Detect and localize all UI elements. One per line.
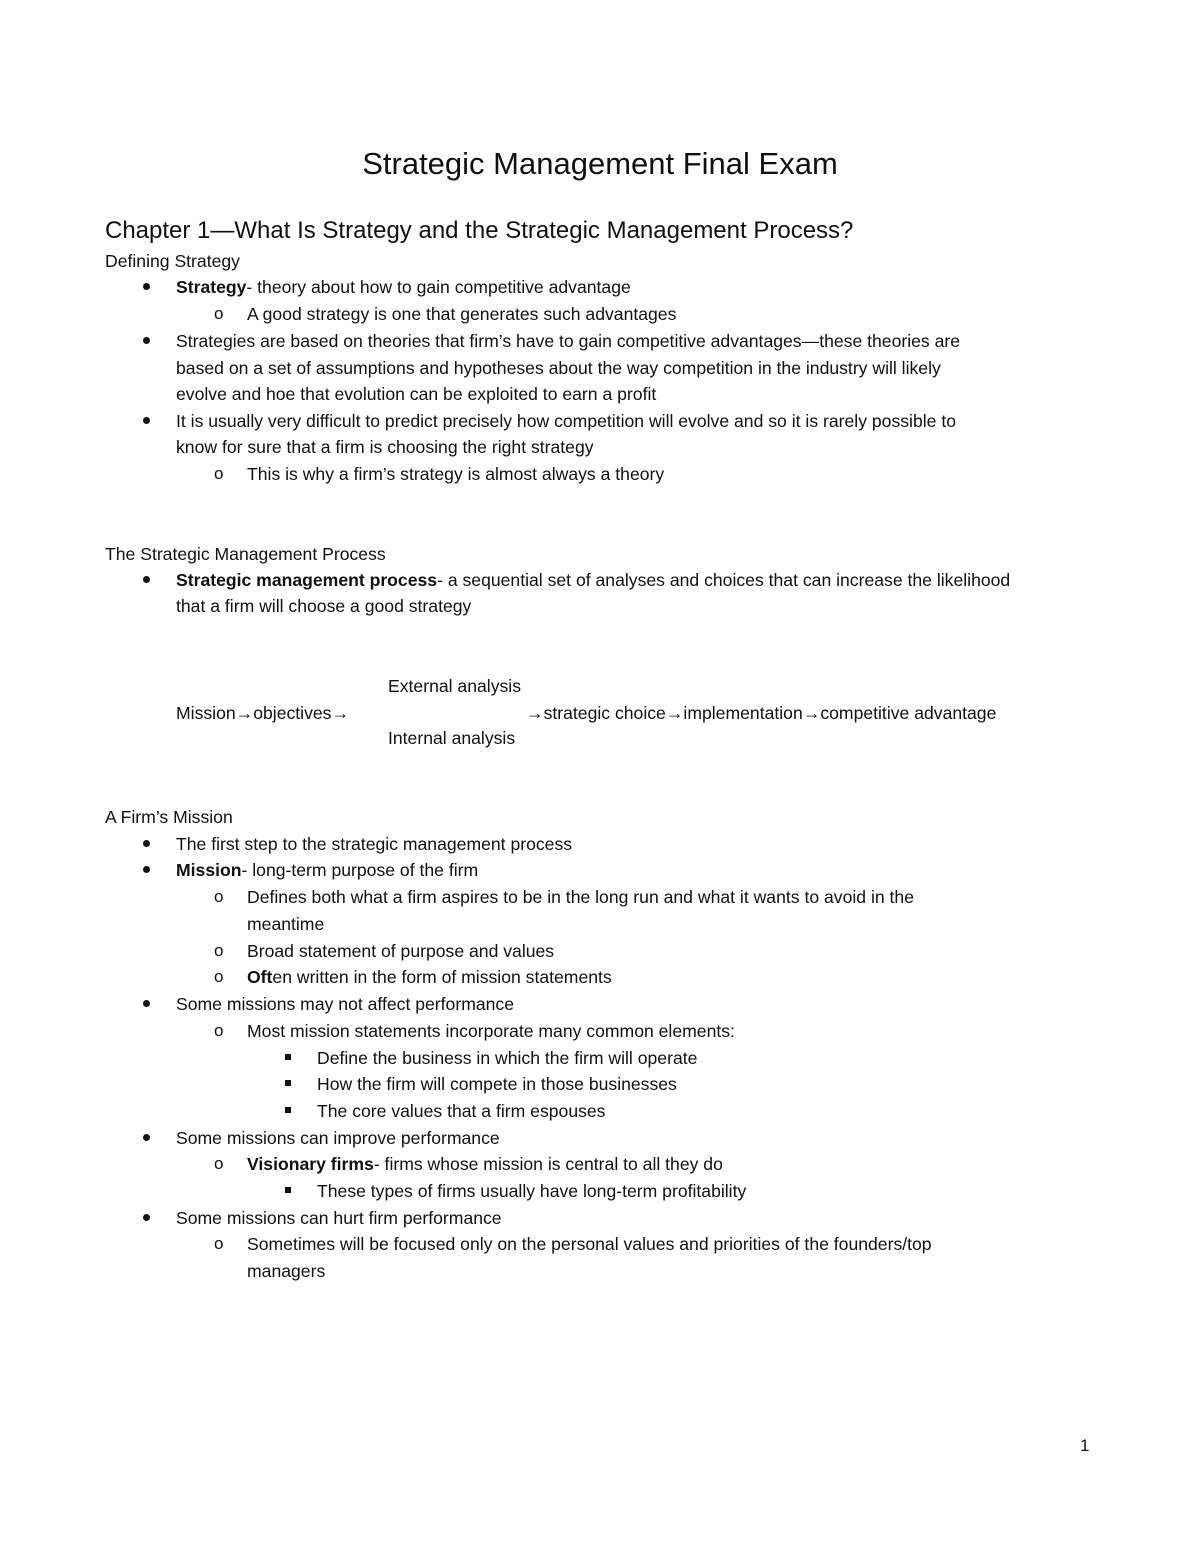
sub-bullet-o-icon: o [214, 941, 224, 960]
bullet-dot-icon [143, 866, 150, 873]
sub-bullet-o-icon: o [214, 1021, 224, 1040]
term-strategic-management-process: Strategic management process [176, 570, 438, 590]
square-bullet-icon [285, 1107, 291, 1113]
flow-right: →strategic choice→implementation→competitive advantage [526, 703, 997, 723]
sub-bullet-o-icon: o [214, 887, 224, 906]
sub-bullet-o-icon: o [214, 304, 224, 323]
bullet-dot-icon [143, 1000, 150, 1007]
list-item-line: It is usually very difficult to predict precisely how competition will evolve and so it is rarely possible to [176, 411, 957, 431]
flow-left: Mission→objectives→ [176, 703, 350, 723]
flow-external-analysis: External analysis [388, 676, 521, 696]
sub-list-item [247, 964, 612, 991]
section-heading-process: The Strategic Management Process [105, 544, 386, 564]
sub-bullet-o-icon: o [214, 1234, 224, 1253]
square-bullet-icon [285, 1054, 291, 1060]
list-item: Some missions can hurt firm performance [176, 1208, 502, 1228]
sub-list-item-text: en written in the form of mission statements [272, 967, 612, 987]
sub-list-item: Most mission statements incorporate many common elements: [247, 1021, 735, 1041]
square-bullet-icon [285, 1080, 291, 1086]
sub-list-item: A good strategy is one that generates such advantages [247, 304, 677, 324]
term-mission: Mission [176, 860, 242, 880]
list-item-line [176, 567, 1010, 594]
sub-bullet-o-icon: o [214, 967, 224, 986]
sub-list-item: Broad statement of purpose and values [247, 941, 555, 961]
sub-sub-list-item: How the firm will compete in those businesses [317, 1074, 677, 1094]
document-title: Strategic Management Final Exam [362, 146, 838, 181]
bold-prefix: Oft [247, 967, 273, 987]
list-item: The first step to the strategic management process [176, 834, 573, 854]
list-item-line: evolve and hoe that evolution can be exploited to earn a profit [176, 384, 657, 404]
term-strategy: Strategy [176, 277, 247, 297]
definition-text: - firms whose mission is central to all they do [373, 1154, 723, 1174]
term-visionary-firms: Visionary firms [247, 1154, 374, 1174]
definition-text: - a sequential set of analyses and choices that can increase the likelihood [437, 570, 1011, 590]
bullet-dot-icon [143, 417, 150, 424]
bullet-dot-icon [143, 1134, 150, 1141]
sub-list-item [247, 1151, 723, 1178]
section-heading-mission: A Firm’s Mission [105, 807, 233, 827]
section-heading-defining-strategy: Defining Strategy [105, 251, 240, 271]
sub-list-item: This is why a firm’s strategy is almost always a theory [247, 464, 665, 484]
sub-sub-list-item: These types of firms usually have long-term profitability [317, 1181, 747, 1201]
list-item [176, 274, 631, 301]
sub-list-item-line: managers [247, 1261, 326, 1281]
sub-bullet-o-icon: o [214, 464, 224, 483]
sub-bullet-o-icon: o [214, 1154, 224, 1173]
bullet-dot-icon [143, 283, 150, 290]
sub-list-item-line: Sometimes will be focused only on the personal values and priorities of the founders/top [247, 1234, 932, 1254]
list-item: Some missions may not affect performance [176, 994, 515, 1014]
list-item: Some missions can improve performance [176, 1128, 500, 1148]
bullet-dot-icon [143, 840, 150, 847]
definition-text: - theory about how to gain competitive advantage [246, 277, 631, 297]
list-item-line: know for sure that a firm is choosing the right strategy [176, 437, 594, 457]
sub-list-item-line: Defines both what a firm aspires to be in the long run and what it wants to avoid in the [247, 887, 914, 907]
flow-internal-analysis: Internal analysis [388, 728, 516, 748]
bullet-dot-icon [143, 576, 150, 583]
bullet-dot-icon [143, 337, 150, 344]
bullet-dot-icon [143, 1214, 150, 1221]
chapter-heading: Chapter 1—What Is Strategy and the Strategic Management Process? [105, 217, 854, 244]
list-item-line: Strategies are based on theories that firm’s have to gain competitive advantages—these theories are [176, 331, 961, 351]
list-item-line: based on a set of assumptions and hypotheses about the way competition in the industry will likely [176, 358, 941, 378]
sub-sub-list-item: Define the business in which the firm will operate [317, 1048, 698, 1068]
page-number: 1 [1080, 1436, 1090, 1455]
sub-sub-list-item: The core values that a firm espouses [317, 1101, 606, 1121]
definition-text: - long-term purpose of the firm [241, 860, 479, 880]
sub-list-item-line: meantime [247, 914, 325, 934]
square-bullet-icon [285, 1187, 291, 1193]
list-item [176, 857, 478, 884]
list-item-line: that a firm will choose a good strategy [176, 596, 472, 616]
